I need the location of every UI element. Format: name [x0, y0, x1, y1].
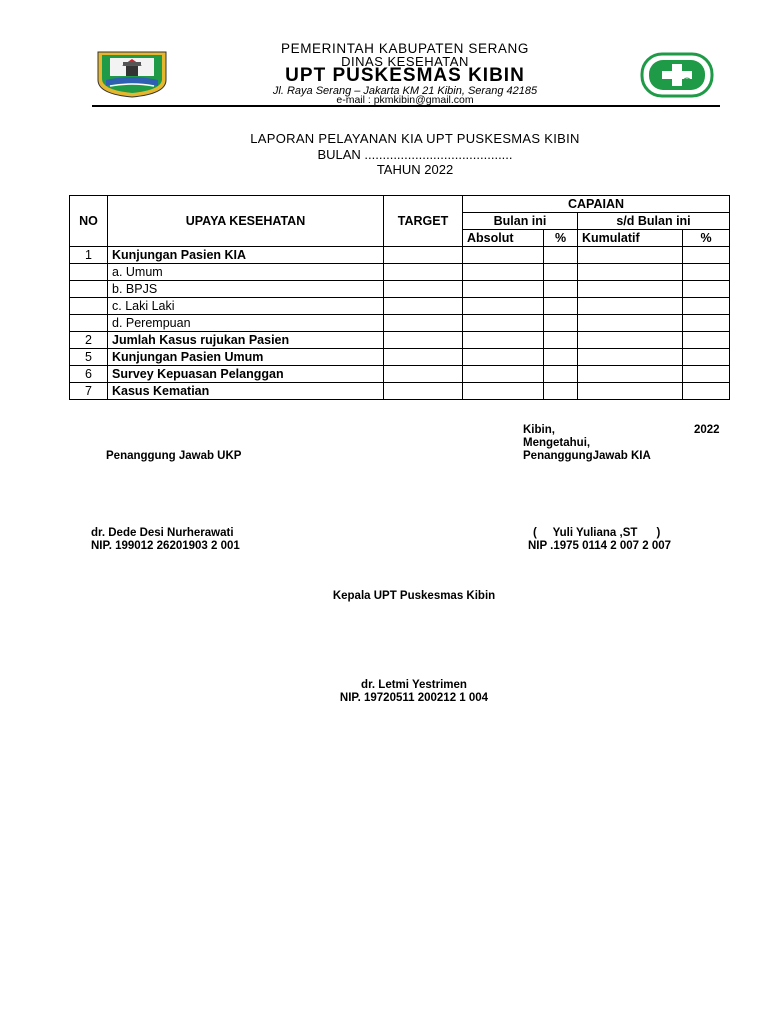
row-absolut [463, 264, 544, 281]
row-number: 7 [70, 383, 108, 400]
row-percent-cumulative [683, 247, 730, 264]
row-target [384, 366, 463, 383]
row-target [384, 298, 463, 315]
header-target: TARGET [384, 196, 463, 247]
row-number: 2 [70, 332, 108, 349]
header-upaya-kesehatan: UPAYA KESEHATAN [108, 196, 384, 247]
letterhead-email: e-mail : pkmkibin@gmail.com [336, 94, 474, 106]
table-row [70, 366, 730, 383]
row-target [384, 315, 463, 332]
table-row [70, 349, 730, 366]
row-label: Kunjungan Pasien KIA [108, 247, 384, 264]
header-capaian: CAPAIAN [463, 196, 730, 213]
row-target [384, 264, 463, 281]
row-kumulatif [578, 383, 683, 400]
header-absolut: Absolut [463, 230, 544, 247]
row-percent-month [544, 349, 578, 366]
signature-head-role: Kepala UPT Puskesmas Kibin [332, 590, 496, 602]
row-absolut [463, 383, 544, 400]
row-absolut [463, 298, 544, 315]
letterhead-department-line: DINAS KESEHATAN [341, 54, 469, 69]
signature-right-nip: NIP .1975 0114 2 007 2 007 [528, 540, 672, 552]
row-percent-cumulative [683, 264, 730, 281]
signature-place: Kibin, [523, 424, 555, 436]
signature-head-name: dr. Letmi Yestrimen [361, 679, 467, 691]
header-percent-month: % [544, 230, 578, 247]
signature-left-name: dr. Dede Desi Nurherawati [91, 527, 234, 539]
row-label: a. Umum [108, 264, 384, 281]
kia-service-table [69, 195, 730, 400]
header-sd-bulan-ini: s/d Bulan ini [578, 213, 730, 230]
row-kumulatif [578, 332, 683, 349]
row-kumulatif [578, 298, 683, 315]
row-absolut [463, 349, 544, 366]
row-number [70, 264, 108, 281]
header-kumulatif: Kumulatif [578, 230, 683, 247]
signature-head-nip: NIP. 19720511 200212 1 004 [339, 692, 489, 704]
signature-left-role: Penanggung Jawab UKP [106, 450, 242, 462]
row-kumulatif [578, 315, 683, 332]
table-row [70, 281, 730, 298]
header-no: NO [70, 196, 108, 247]
row-percent-cumulative [683, 315, 730, 332]
row-absolut [463, 247, 544, 264]
letterhead-divider [92, 105, 720, 107]
kabupaten-serang-emblem-icon [96, 50, 168, 98]
row-target [384, 383, 463, 400]
row-number [70, 281, 108, 298]
row-percent-cumulative [683, 281, 730, 298]
row-label: d. Perempuan [108, 315, 384, 332]
row-label: Kunjungan Pasien Umum [108, 349, 384, 366]
row-kumulatif [578, 366, 683, 383]
header-percent-cumulative: % [683, 230, 730, 247]
row-kumulatif [578, 247, 683, 264]
row-absolut [463, 332, 544, 349]
letterhead-address: Jl. Raya Serang – Jakarta KM 21 Kibin, Serang 42185 [272, 85, 538, 97]
letterhead-government-line: PEMERINTAH KABUPATEN SERANG [281, 41, 529, 56]
row-percent-month [544, 247, 578, 264]
letterhead-institution-name: UPT PUSKESMAS KIBIN [285, 65, 525, 86]
row-label: Survey Kepuasan Pelanggan [108, 366, 384, 383]
signature-right-role: PenanggungJawab KIA [523, 450, 651, 462]
row-label: Kasus Kematian [108, 383, 384, 400]
row-percent-cumulative [683, 366, 730, 383]
row-absolut [463, 366, 544, 383]
row-target [384, 247, 463, 264]
row-label: b. BPJS [108, 281, 384, 298]
row-target [384, 281, 463, 298]
row-percent-month [544, 264, 578, 281]
row-percent-month [544, 298, 578, 315]
row-number: 1 [70, 247, 108, 264]
signature-mengetahui: Mengetahui, [523, 437, 591, 449]
row-percent-cumulative [683, 383, 730, 400]
signature-left-nip: NIP. 199012 26201903 2 001 [91, 540, 240, 552]
row-percent-cumulative [683, 332, 730, 349]
row-percent-month [544, 281, 578, 298]
table-row [70, 332, 730, 349]
row-percent-cumulative [683, 349, 730, 366]
report-title: LAPORAN PELAYANAN KIA UPT PUSKESMAS KIBIN [250, 131, 580, 146]
table-row [70, 383, 730, 400]
report-month: BULAN ......................................... [317, 147, 513, 162]
table-row [70, 264, 730, 281]
row-label: Jumlah Kasus rujukan Pasien [108, 332, 384, 349]
puskesmas-cross-icon [640, 52, 714, 98]
row-kumulatif [578, 264, 683, 281]
row-percent-month [544, 332, 578, 349]
row-number [70, 298, 108, 315]
row-kumulatif [578, 349, 683, 366]
row-target [384, 349, 463, 366]
row-percent-month [544, 383, 578, 400]
row-percent-cumulative [683, 298, 730, 315]
row-target [384, 332, 463, 349]
header-bulan-ini: Bulan ini [463, 213, 578, 230]
report-year: TAHUN 2022 [376, 162, 454, 177]
signature-right-name: ( Yuli Yuliana ,ST ) [533, 527, 661, 539]
signature-year: 2022 [694, 424, 720, 436]
row-number [70, 315, 108, 332]
row-absolut [463, 281, 544, 298]
row-label: c. Laki Laki [108, 298, 384, 315]
table-row [70, 247, 730, 264]
row-absolut [463, 315, 544, 332]
table-row [70, 298, 730, 315]
row-kumulatif [578, 281, 683, 298]
row-number: 5 [70, 349, 108, 366]
table-row [70, 315, 730, 332]
row-percent-month [544, 366, 578, 383]
row-number: 6 [70, 366, 108, 383]
row-percent-month [544, 315, 578, 332]
